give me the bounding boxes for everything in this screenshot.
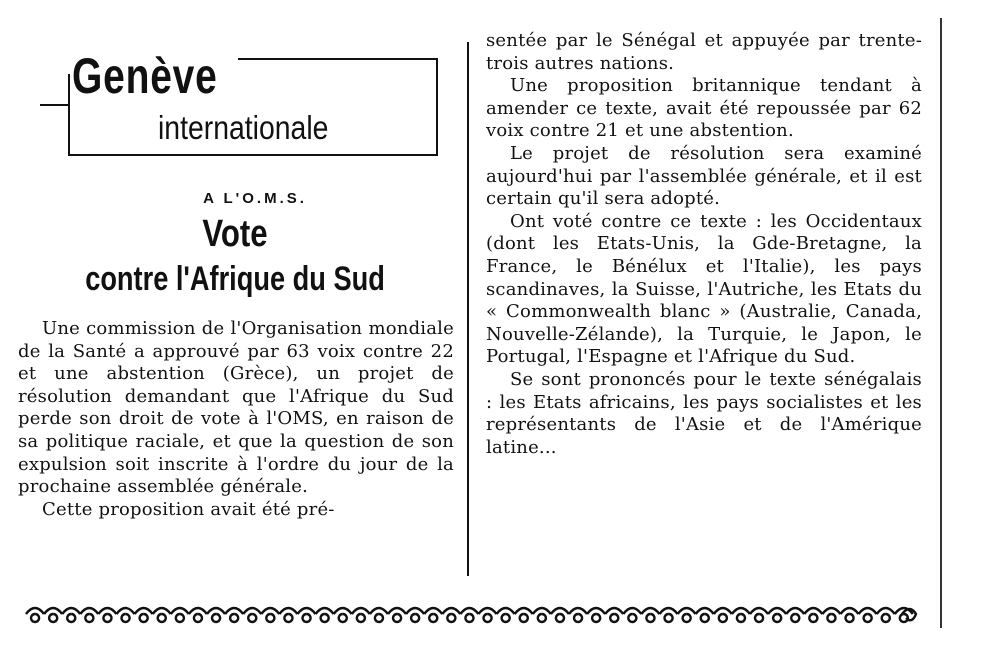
column-divider bbox=[467, 42, 469, 576]
headline-line-1: Vote bbox=[202, 213, 268, 255]
article-kicker: A L'O.M.S. bbox=[203, 190, 307, 207]
right-column bbox=[486, 30, 922, 459]
section-subtitle: internationale bbox=[158, 109, 329, 146]
headline-line-2: contre l'Afrique du Sud bbox=[85, 260, 385, 298]
clipping-edge bbox=[940, 18, 942, 628]
header-dash bbox=[40, 104, 70, 106]
section-title: Genève bbox=[72, 48, 218, 104]
paragraph: Le projet de résolution sera examiné aujourd'hui par l'assemblée générale, et il est certain qu'il sera adopté. bbox=[486, 142, 922, 210]
section-header bbox=[40, 50, 438, 155]
paragraph: Cette proposition avait été pré- bbox=[42, 498, 335, 520]
paragraph: Ont voté contre ce texte : les Occidentaux (dont les Etats-Unis, la Gde-Bretagne, la France, le Bénélux et l'Italie), les pays scandinaves, la Suisse, l'Autriche, les Etats du « Commonwealth blanc » (Australie, Canada, Nouvelle-Zélande), la Turquie, le Japon, le Portugal, l'Espagne et l'Afrique du Sud. bbox=[486, 210, 922, 368]
paragraph: Se sont prononcés pour le texte sénégalais : les Etats africains, les pays socialistes et les représentants de l'Asie et de l'Amérique latine... bbox=[486, 368, 922, 458]
paragraph: sentée par le Sénégal et appuyée par trente-trois autres nations. bbox=[486, 30, 922, 74]
paragraph: Une commission de l'Organisation mondiale de la Santé a approuvé par 63 voix contre 22 et une abstention (Grèce), un projet de résolution demandant que l'Afrique du Sud perde son droit de vote à l'OMS, en raison de sa politique raciale, et que la question de son expulsion soit inscrite à l'ordre du jour de la prochaine assemblée générale. bbox=[18, 318, 454, 498]
paragraph: Une proposition britannique tendant à amender ce texte, avait été repoussée par 62 voix contre 21 et une abstention. bbox=[486, 75, 922, 142]
ornamental-border bbox=[22, 596, 922, 630]
left-column bbox=[18, 318, 454, 521]
